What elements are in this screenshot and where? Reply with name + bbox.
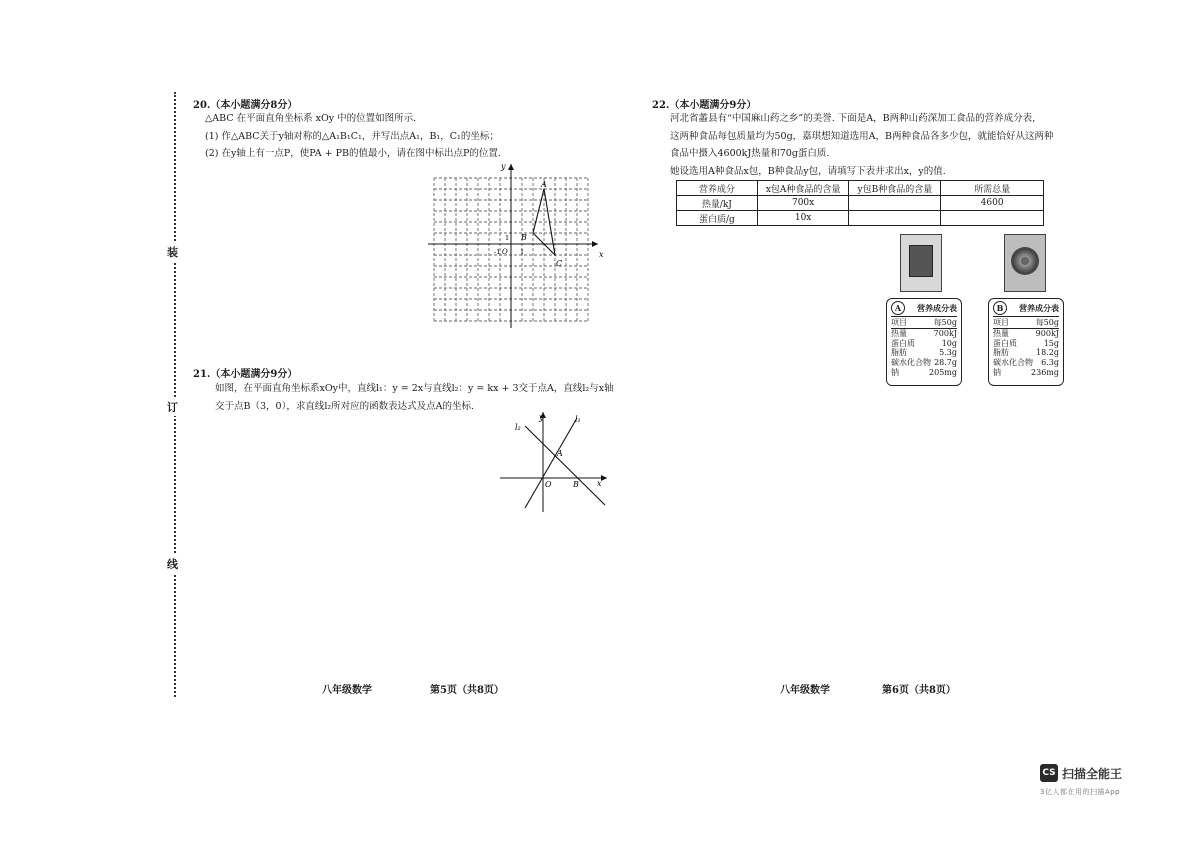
q22-table-header: x包A种食品的含量 <box>757 181 849 196</box>
card-cell: 205mg <box>929 367 957 377</box>
table-cell: 热量/kJ <box>677 196 758 211</box>
card-a-row <box>891 368 957 378</box>
card-cell: 脂肪 <box>891 348 907 358</box>
card-cell: 蛋白质 <box>891 338 915 348</box>
table-row <box>677 196 1044 211</box>
q20-line-1: △ABC 在平面直角坐标系 xOy 中的位置如图所示. <box>205 113 417 124</box>
table-row <box>677 211 1044 226</box>
card-cell: 碳水化合物 <box>993 358 1033 368</box>
nutrition-card-b <box>988 298 1064 386</box>
card-b-row <box>993 348 1059 358</box>
q21-x-axis-arrow <box>601 475 607 481</box>
card-b-row <box>993 329 1059 339</box>
q22-line-3: 食品中摄入4600kJ热量和70g蛋白质. <box>670 148 830 159</box>
q21-line-l1 <box>525 418 577 508</box>
q21-line-figure <box>495 408 615 518</box>
table-cell: 700x <box>757 196 849 211</box>
q20-grid-figure <box>420 160 610 330</box>
q20-tick-one-y: 1 <box>505 234 510 242</box>
q20-origin-label: O <box>502 248 508 256</box>
q22-table-header: 营养成分 <box>677 181 758 196</box>
q21-heading: 21.（本小题满分9分） <box>193 369 298 380</box>
card-b-row <box>993 358 1059 368</box>
card-cell: 900kJ <box>1035 328 1059 338</box>
q20-body <box>205 110 625 163</box>
card-cell: 每50g <box>933 318 957 327</box>
q22-line-2: 这两种食品每包质量均为50g，嘉琪想知道选用A，B两种食品各多少包，就能恰好从这两种 <box>670 130 1054 142</box>
card-cell: 钠 <box>891 367 899 377</box>
card-a-row <box>891 348 957 358</box>
q22-table-header-row <box>677 181 1044 196</box>
q22-line-4: 她设选用A种食品x包，B种食品y包，请填写下表并求出x，y的值. <box>670 165 946 177</box>
q21-x-label: x <box>597 479 602 488</box>
card-cell: 热量 <box>993 328 1009 338</box>
card-cell: 18.2g <box>1036 348 1059 358</box>
card-cell: 每50g <box>1035 318 1059 327</box>
card-a-head <box>891 301 957 317</box>
card-a-mark: A <box>891 301 905 315</box>
camscanner-name: 扫描全能王 <box>1062 767 1123 781</box>
q20-y-axis-arrow <box>508 164 514 170</box>
q21-l1-label: l₁ <box>575 415 581 424</box>
card-cell: 5.3g <box>939 348 957 358</box>
card-a-title: 营养成分表 <box>917 302 957 313</box>
nutrition-card-a <box>886 298 962 386</box>
binding-dotted-line <box>174 92 176 697</box>
card-a-row <box>891 329 957 339</box>
card-b-mark: B <box>993 301 1007 315</box>
table-cell <box>849 211 941 226</box>
card-cell: 项目 <box>891 318 907 327</box>
card-b-title: 营养成分表 <box>1019 302 1059 313</box>
table-cell <box>849 196 941 211</box>
q22-table-header: 所需总量 <box>941 181 1044 196</box>
card-cell: 10g <box>941 338 957 348</box>
q22-line-1: 河北省蠡县有“中国麻山药之乡”的美誉. 下面是A，B两种山药深加工食品的营养成分表， <box>670 113 1042 124</box>
q20-x-label: x <box>599 250 604 259</box>
q22-nutrition-table <box>676 180 1044 226</box>
footer-right-page: 第6页（共8页） <box>882 685 956 696</box>
card-b-row <box>993 368 1059 378</box>
q21-line-2: 交于点B（3，0），求直线l₂所对应的函数表达式及点A的坐标. <box>215 400 475 412</box>
q21-origin-label: O <box>545 480 552 489</box>
q20-heading: 20.（本小题满分8分） <box>193 100 298 111</box>
table-cell: 蛋白质/g <box>677 211 758 226</box>
q21-l2-label: l₂ <box>515 423 521 432</box>
card-cell: 项目 <box>993 318 1009 327</box>
binding-char-ding: 订 <box>167 398 178 416</box>
q20-y-label: y <box>501 162 506 171</box>
card-cell: 28.7g <box>934 358 957 368</box>
q21-y-label: y <box>539 413 544 422</box>
card-cell: 6.3g <box>1041 358 1059 368</box>
table-cell: 4600 <box>941 196 1044 211</box>
q20-line-2: (1) 作△ABC关于y轴对称的△A₁B₁C₁，并写出点A₁，B₁，C₁的坐标； <box>205 130 499 142</box>
product-b-photo <box>1004 234 1046 292</box>
card-cell: 脂肪 <box>993 348 1009 358</box>
footer-right-subject: 八年级数学 <box>780 685 830 696</box>
card-cell: 15g <box>1043 338 1059 348</box>
q22-table-header: y包B种食品的含量 <box>849 181 941 196</box>
q20-point-b: B <box>521 233 527 242</box>
table-cell: 10x <box>757 211 849 226</box>
camscanner-logo-icon: CS <box>1040 764 1058 782</box>
binding-char-xian: 线 <box>167 555 178 573</box>
q21-point-a: A <box>557 449 563 458</box>
q20-line-3: (2) 在y轴上有一点P，使PA + PB的值最小，请在图中标出点P的位置. <box>205 148 501 159</box>
q21-line-1: 如图，在平面直角坐标系xOy中，直线l₁：y = 2x与直线l₂：y = kx + 3交于点A，直线l₂与x轴 <box>215 383 614 394</box>
table-cell <box>941 211 1044 226</box>
card-a-row <box>891 339 957 349</box>
card-cell: 碳水化合物 <box>891 358 931 368</box>
q21-point-b: B <box>573 480 579 489</box>
card-a-row <box>891 358 957 368</box>
product-a-photo <box>900 234 942 292</box>
q20-point-c: C <box>556 259 563 268</box>
q22-heading: 22.（本小题满分9分） <box>652 100 757 111</box>
card-b-head <box>993 301 1059 317</box>
card-b-row <box>993 339 1059 349</box>
card-cell: 236mg <box>1031 367 1059 377</box>
footer-left-subject: 八年级数学 <box>322 685 372 696</box>
camscanner-tagline: 3亿人都在用的扫描App <box>1040 788 1121 796</box>
footer-left-page: 第5页（共8页） <box>430 685 504 696</box>
q22-body <box>670 110 1090 180</box>
card-cell: 热量 <box>891 328 907 338</box>
card-cell: 700kJ <box>933 328 957 338</box>
q20-tick-one-x: 1 <box>520 248 525 256</box>
card-b-header-row <box>993 318 1059 329</box>
card-cell: 蛋白质 <box>993 338 1017 348</box>
q20-tick-neg-one-x: -1 <box>494 248 501 256</box>
q20-x-axis-arrow <box>592 241 598 247</box>
q20-point-a: A <box>541 180 547 189</box>
card-cell: 钠 <box>993 367 1001 377</box>
binding-char-zhuang: 装 <box>167 243 178 261</box>
card-a-header-row <box>891 318 957 329</box>
